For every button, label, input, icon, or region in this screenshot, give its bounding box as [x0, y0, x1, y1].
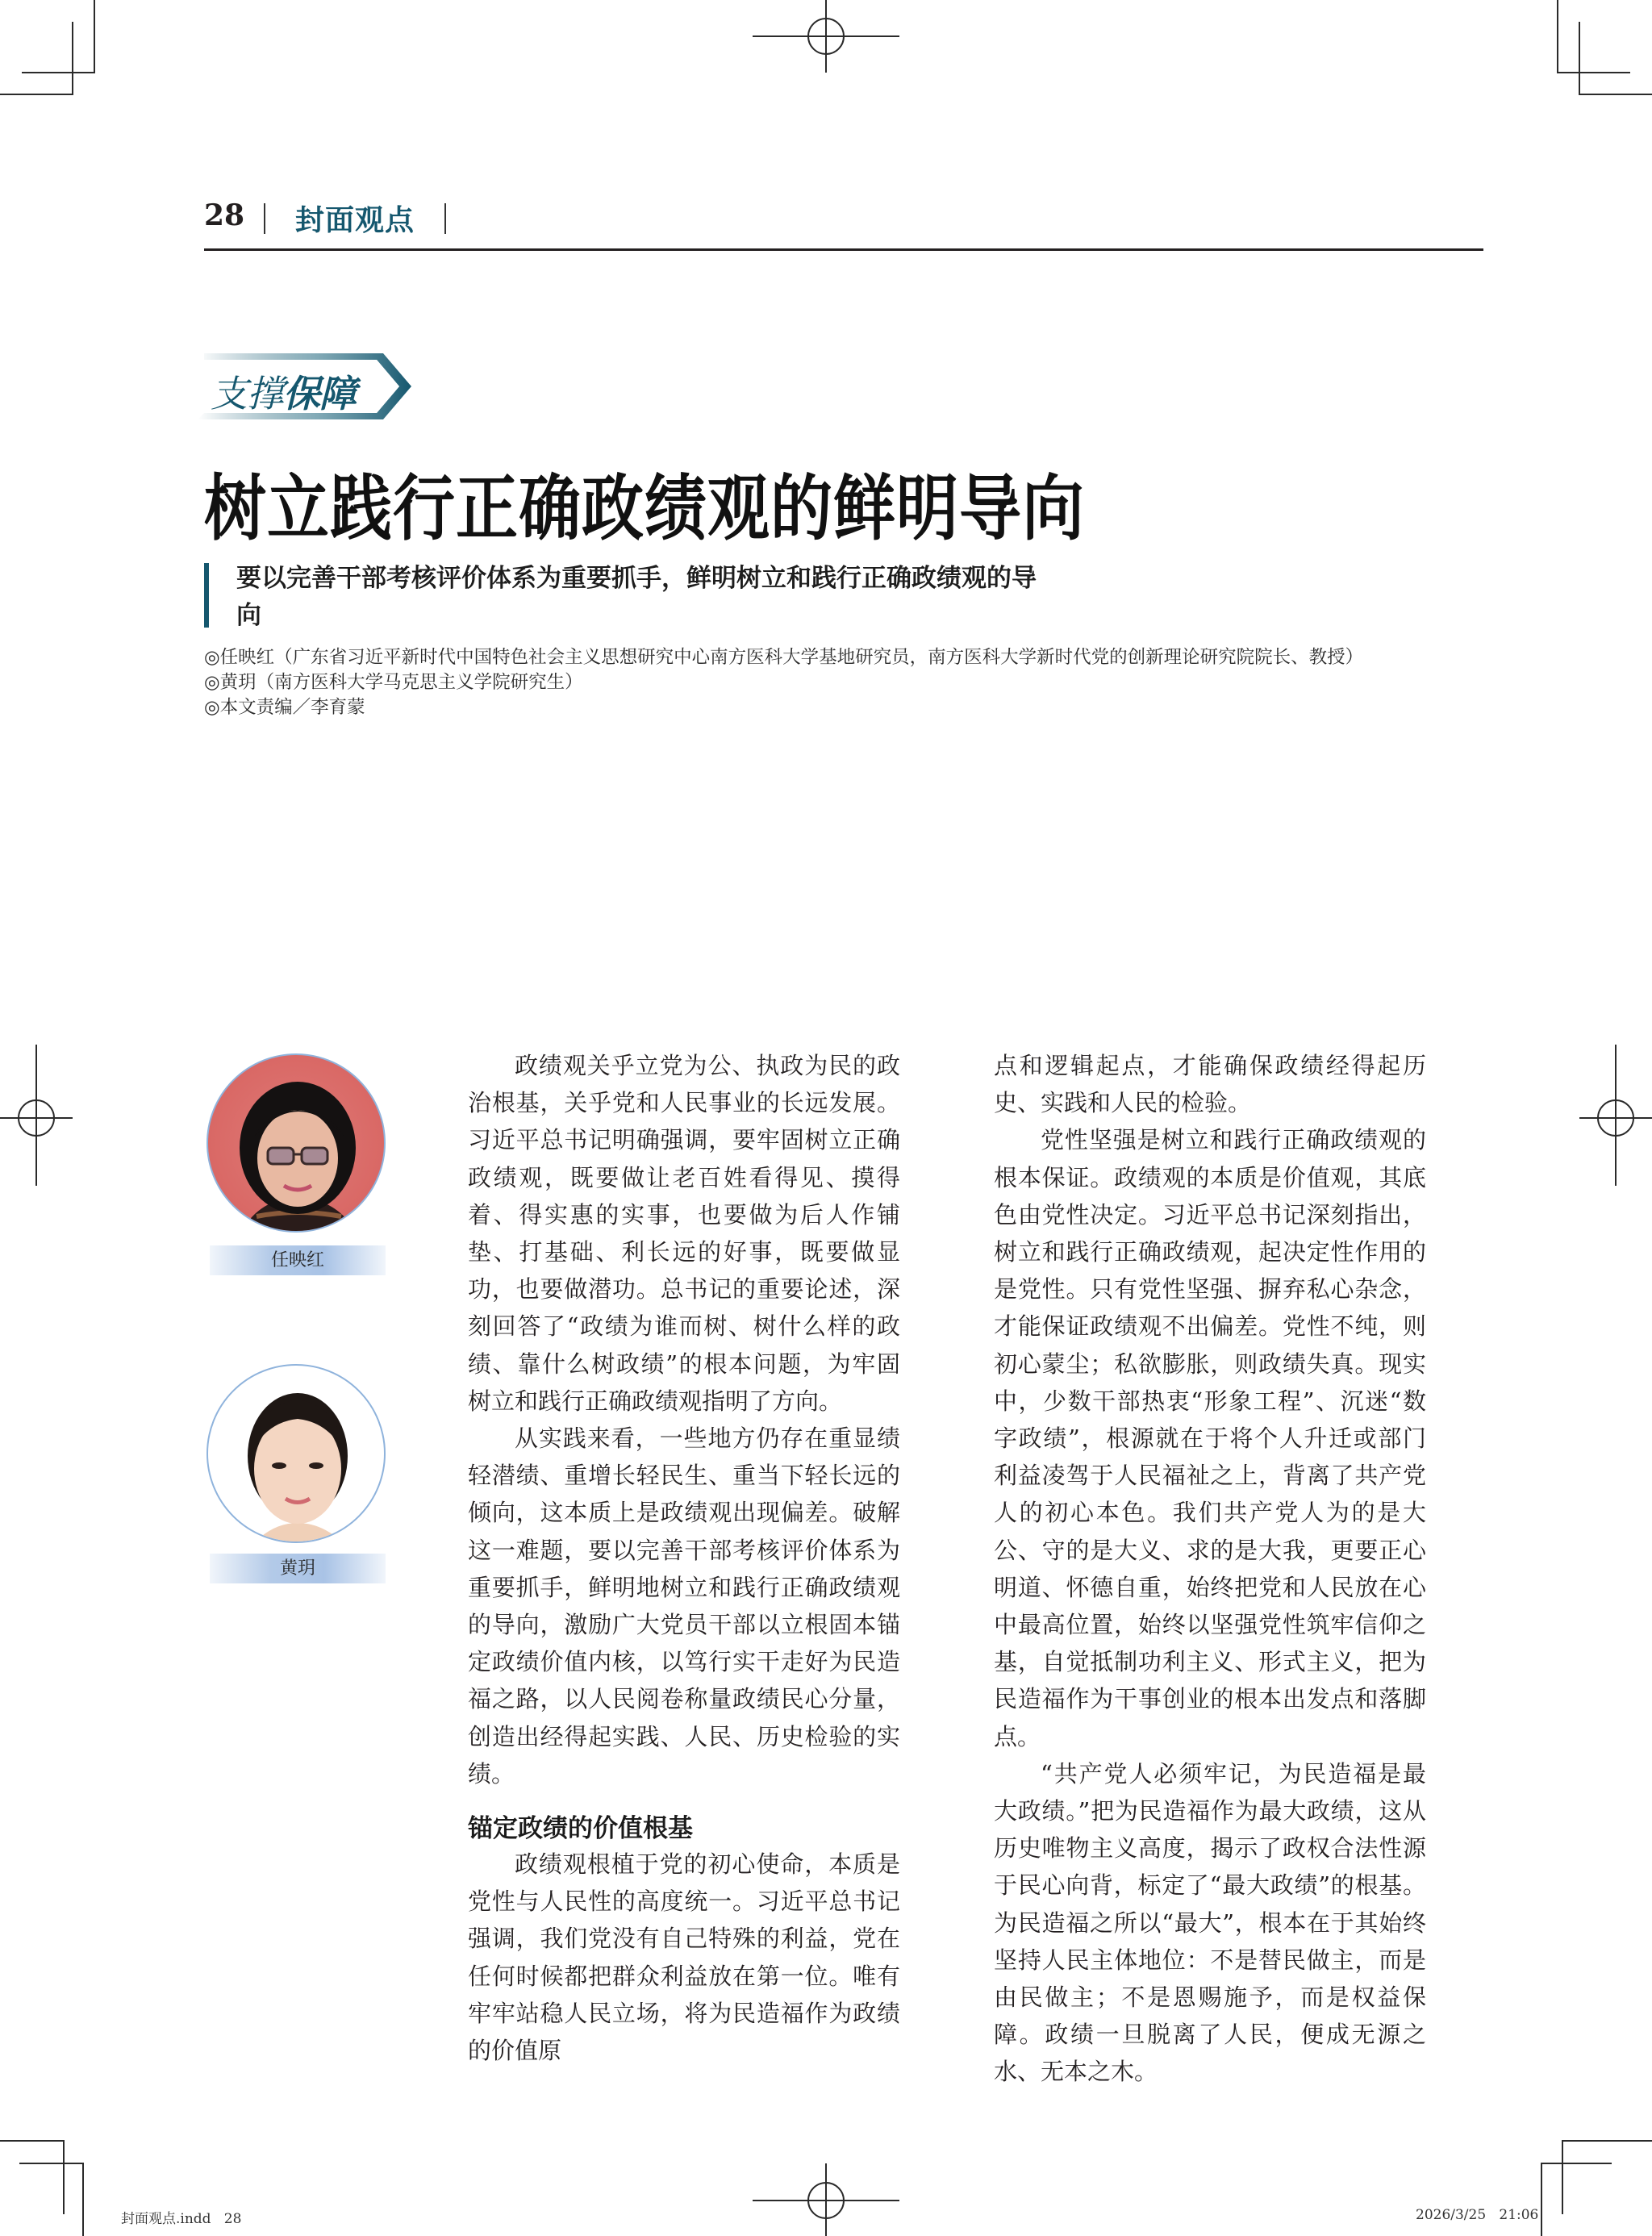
body-paragraph: 政绩观根植于党的初心使命，本质是党性与人民性的高度统一。习近平总书记强调，我们党没有自己特殊的利益，党在任何时候都把群众利益放在第一位。唯有牢牢站稳人民立场，将为民造福作为政绩的价值原	[468, 1850, 900, 2065]
header-rule	[204, 248, 1483, 251]
registration-mark-icon	[1597, 1099, 1634, 1137]
tag-label-bold: 保障	[283, 372, 356, 415]
body-paragraph: 从实践来看，一些地方仍存在重显绩轻潜绩、重增长轻民生、重当下轻长远的倾向，这本质上是政绩观出现偏差。破解这一难题，要以完善干部考核评价体系为重要抓手，鲜明地树立和践行正确政绩观的导向，激励广大党员干部以立根固本锚定政绩价值内核，以笃行实干走好为民造福之路，以人民阅卷称量政绩民心分量，创造出经得起实践、人民、历史检验的实绩。	[468, 1425, 900, 1788]
crop-mark-line	[1562, 2140, 1563, 2214]
crop-mark-line	[0, 94, 73, 95]
registration-mark-icon	[807, 2182, 845, 2219]
crop-mark-line	[63, 2140, 65, 2214]
crop-mark-line	[1562, 2140, 1652, 2142]
body-paragraph: 党性坚强是树立和践行正确政绩观的根本保证。政绩观的本质是价值观，其底色由党性决定。习近平总书记深刻指出，树立和践行正确政绩观，起决定性作用的是党性。只有党性坚强、摒弃私心杂念，才能保证政绩观不出偏差。党性不纯，则初心蒙尘；私欲膨胀，则政绩失真。现实中，少数干部热衷“形象工程”、沉迷“数字政绩”，根源就在于将个人升迁或部门利益凌驾于人民福祉之上，背离了共产党人的初心本色。我们共产党人为的是大公、守的是大义、求的是大我，更要正心明道、怀德自重，始终把党和人民放在心中最高位置，始终以坚强党性筑牢信仰之基，自觉抵制功利主义、形式主义，把为民造福作为干事创业的根本出发点和落脚点。	[994, 1126, 1426, 1750]
section-heading: 锚定政绩的价值根基	[468, 1814, 693, 1844]
crop-mark-line	[1579, 22, 1580, 95]
author-portrait	[206, 1364, 386, 1543]
print-slug-timestamp: 2026/3/25 21:06	[1416, 2207, 1539, 2223]
crop-mark-line	[1579, 94, 1652, 95]
page-number: 28	[204, 198, 245, 232]
byline-author-1: ◎任映红（广东省习近平新时代中国特色社会主义思想研究中心南方医科大学基地研究员，南方医科大学新时代党的创新理论研究院院长、教授）	[204, 647, 1364, 668]
crop-mark-line	[1557, 0, 1558, 73]
tag-label	[211, 365, 356, 418]
body-paragraph: 政绩观关乎立党为公、执政为民的政治根基，关乎党和人民事业的长远发展。习近平总书记明确强调，要牢固树立正确政绩观，既要做让老百姓看得见、摸得着、得实惠的实事，也要做为后人作铺垫、打基础、利长远的好事，既要做显功，也要做潜功。总书记的重要论述，深刻回答了“政绩为谁而树、树什么样的政绩、靠什么树政绩”的根本问题，为牢固树立和践行正确政绩观指明了方向。	[468, 1052, 900, 1415]
crop-mark-line	[22, 72, 95, 73]
print-slug-file: 封面观点.indd 28	[121, 2211, 242, 2227]
deck-accent-bar	[204, 563, 209, 628]
author-name-label: 黄玥	[210, 1554, 386, 1583]
bylines	[204, 645, 1363, 720]
crop-mark-line	[19, 2163, 84, 2164]
body-paragraph: “共产党人必须牢记，为民造福是最大政绩。”把为民造福作为最大政绩，这从历史唯物主义高度，揭示了政权合法性源于民心向背，标定了“最大政绩”的根基。为民造福之所以“最大”，根本在于其始终坚持人民主体地位：不是替民做主，而是由民做主；不是恩赐施予，而是权益保障。政绩一旦脱离了人民，便成无源之水、无本之木。	[994, 1759, 1426, 2086]
byline-editor: ◎本文责编／李育蒙	[204, 697, 365, 718]
portrait-photo	[208, 1366, 386, 1543]
crop-mark-line	[94, 0, 95, 73]
tag-label-light: 支撑	[211, 372, 283, 415]
crop-mark-line	[82, 2163, 84, 2236]
byline-author-2: ◎黄玥（南方医科大学马克思主义学院研究生）	[204, 672, 583, 693]
crop-mark-line	[1557, 72, 1630, 73]
deck-text: 要以完善干部考核评价体系为重要抓手，鲜明树立和践行正确政绩观的导向	[236, 564, 1037, 630]
header-separator	[444, 203, 446, 234]
body-column-2	[994, 1047, 1426, 2091]
body-paragraph-continued: 点和逻辑起点，才能确保政绩经得起历史、实践和人民的检验。	[994, 1052, 1426, 1117]
section-name: 封面观点	[295, 204, 415, 237]
crop-mark-line	[0, 2140, 65, 2142]
portrait-photo	[208, 1055, 386, 1233]
registration-mark-icon	[807, 18, 845, 55]
column-tag	[198, 353, 411, 419]
body-column-1	[468, 1047, 900, 2069]
article-title: 树立践行正确政绩观的鲜明导向	[204, 467, 1085, 552]
registration-mark-icon	[18, 1099, 55, 1137]
crop-mark-line	[72, 22, 73, 95]
author-name-label: 任映红	[210, 1245, 386, 1275]
crop-mark-line	[1541, 2163, 1612, 2164]
header-separator	[264, 203, 265, 234]
author-portrait	[206, 1053, 386, 1233]
crop-mark-line	[1541, 2163, 1542, 2236]
